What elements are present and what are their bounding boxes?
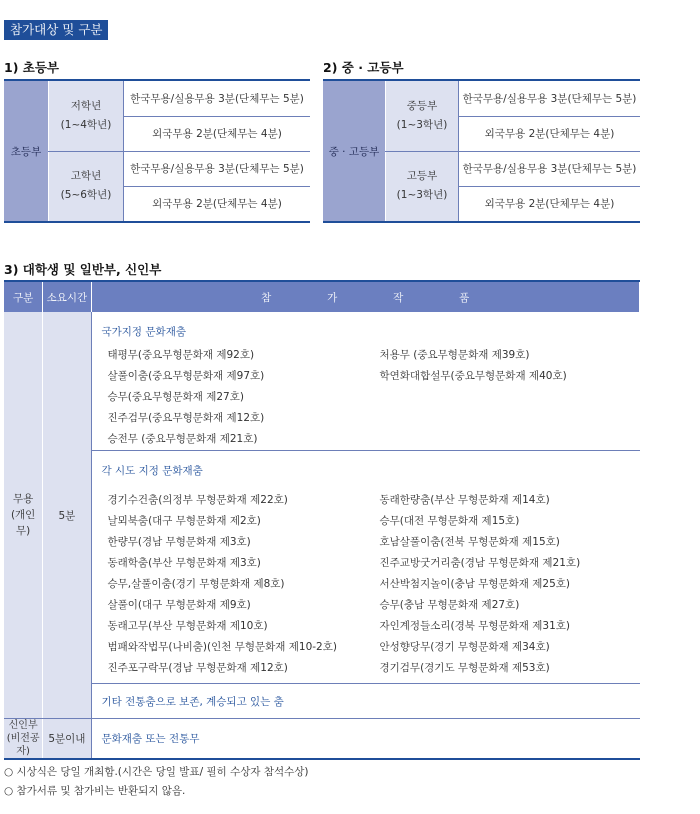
list-item: 진주포구락무(경남 무형문화재 제12호) xyxy=(107,662,288,674)
list-item: 서산박첨지놀이(충남 무형문화재 제25호) xyxy=(379,578,571,590)
list-item: 경기수건춤(의정부 무형문화재 제22호) xyxy=(107,494,288,506)
list-item: 진주교방굿거리춤(경남 무형문화재 제21호) xyxy=(379,557,581,569)
secondary-table xyxy=(323,79,640,223)
secondary-sub-high: 고등부 (1~3학년) xyxy=(386,151,459,222)
secondary-sub-middle: 중등부 (1~3학년) xyxy=(386,80,459,151)
secondary-high-rule-1: 한국무용/실용무용 3분(단체무는 5분) xyxy=(459,151,641,186)
list-item: 자인계정들소리(경북 무형문화재 제31호) xyxy=(379,620,571,632)
secondary-high-rule-2: 외국무용 2분(단체무는 4분) xyxy=(459,186,641,222)
list-item: 승무(중요무형문화재 제27호) xyxy=(107,391,244,403)
national-heritage-list xyxy=(102,345,640,450)
national-heritage-title: 국가지정 문화재춤 xyxy=(101,326,186,338)
list-item: 동래고무(부산 무형문화재 제10호) xyxy=(107,620,268,632)
list-item: 처용무 (중요무형문화재 제39호) xyxy=(379,349,530,361)
national-heritage-cell xyxy=(91,312,640,451)
section-heading: 참가대상 및 구분 xyxy=(4,20,108,40)
regional-heritage-title: 각 시도 지정 문화재춤 xyxy=(101,465,203,477)
elementary-group-label: 초등부 xyxy=(4,80,49,222)
list-item: 경기검무(경기도 무형문화재 제53호) xyxy=(379,662,550,674)
list-item: 살풀이(대구 무형문화재 제9호) xyxy=(107,599,251,611)
dance-category: 무용 (개인무) xyxy=(4,312,43,719)
regional-heritage-list xyxy=(102,490,640,679)
elementary-sub-upper: 고학년 (5~6학년) xyxy=(49,151,124,222)
note-ceremony: ○ 시상식은 당일 개최함.(시간은 당일 발표/ 필히 수상자 참석수상) xyxy=(4,766,309,778)
secondary-middle-rule-2: 외국무용 2분(단체무는 4분) xyxy=(459,116,641,151)
university-title: 3) 대학생 및 일반부, 신인부 xyxy=(4,262,162,277)
list-item: 한량무(경남 무형문화재 제3호) xyxy=(107,536,251,548)
elementary-table xyxy=(4,79,310,223)
secondary-title: 2) 중 · 고등부 xyxy=(323,60,404,75)
list-item: 승무(충남 무형문화재 제27호) xyxy=(379,599,520,611)
header-category: 구분 xyxy=(4,281,43,312)
rookie-category: 신인부 (비전공자) xyxy=(4,719,43,760)
header-works: 참 가 작 품 xyxy=(91,281,640,312)
elementary-upper-rule-1: 한국무용/실용무용 3분(단체무는 5분) xyxy=(124,151,311,186)
list-item: 승무,살풀이춤(경기 무형문화재 제8호) xyxy=(107,578,285,590)
list-item: 범패와작법무(나비춤)(인천 무형문화재 제10-2호) xyxy=(107,641,337,653)
elementary-sub-lower: 저학년 (1~4학년) xyxy=(49,80,124,151)
note-no-refund: ○ 참가서류 및 참가비는 반환되지 않음. xyxy=(4,785,186,797)
secondary-middle-rule-1: 한국무용/실용무용 3분(단체무는 5분) xyxy=(459,80,641,116)
list-item: 학연화대합설무(중요무형문화재 제40호) xyxy=(379,370,567,382)
list-item: 동래학춤(부산 무형문화재 제3호) xyxy=(107,557,261,569)
university-table xyxy=(4,280,640,760)
rookie-works-text: 문화재춤 또는 전통무 xyxy=(101,733,200,745)
elementary-lower-rule-1: 한국무용/실용무용 3분(단체무는 5분) xyxy=(124,80,311,116)
list-item: 동래한량춤(부산 무형문화재 제14호) xyxy=(379,494,550,506)
secondary-group-label: 중 · 고등부 xyxy=(323,80,386,222)
elementary-title: 1) 초등부 xyxy=(4,60,59,75)
list-item: 날뫼북춤(대구 무형문화재 제2호) xyxy=(107,515,261,527)
elementary-lower-rule-2: 외국무용 2분(단체무는 4분) xyxy=(124,116,311,151)
header-time: 소요시간 xyxy=(43,281,91,312)
list-item: 안성향당무(경기 무형문화재 제34호) xyxy=(379,641,550,653)
other-traditional-text: 기타 전통춤으로 보존, 계승되고 있는 춤 xyxy=(101,695,284,708)
list-item: 살풀이춤(중요무형문화재 제97호) xyxy=(107,370,265,382)
list-item: 호남살풀이춤(전북 무형문화재 제15호) xyxy=(379,536,560,548)
elementary-upper-rule-2: 외국무용 2분(단체무는 4분) xyxy=(124,186,311,222)
list-item: 진주검무(중요무형문화재 제12호) xyxy=(107,412,265,424)
list-item: 승전무 (중요무형문화재 제21호) xyxy=(107,433,258,445)
rookie-time: 5분이내 xyxy=(43,719,91,760)
regional-heritage-cell xyxy=(91,451,640,684)
rookie-works-cell xyxy=(91,719,640,760)
other-traditional-cell xyxy=(91,684,640,719)
list-item: 태평무(중요무형문화재 제92호) xyxy=(107,349,255,361)
list-item: 승무(대전 무형문화재 제15호) xyxy=(379,515,520,527)
dance-time: 5분 xyxy=(43,312,91,719)
